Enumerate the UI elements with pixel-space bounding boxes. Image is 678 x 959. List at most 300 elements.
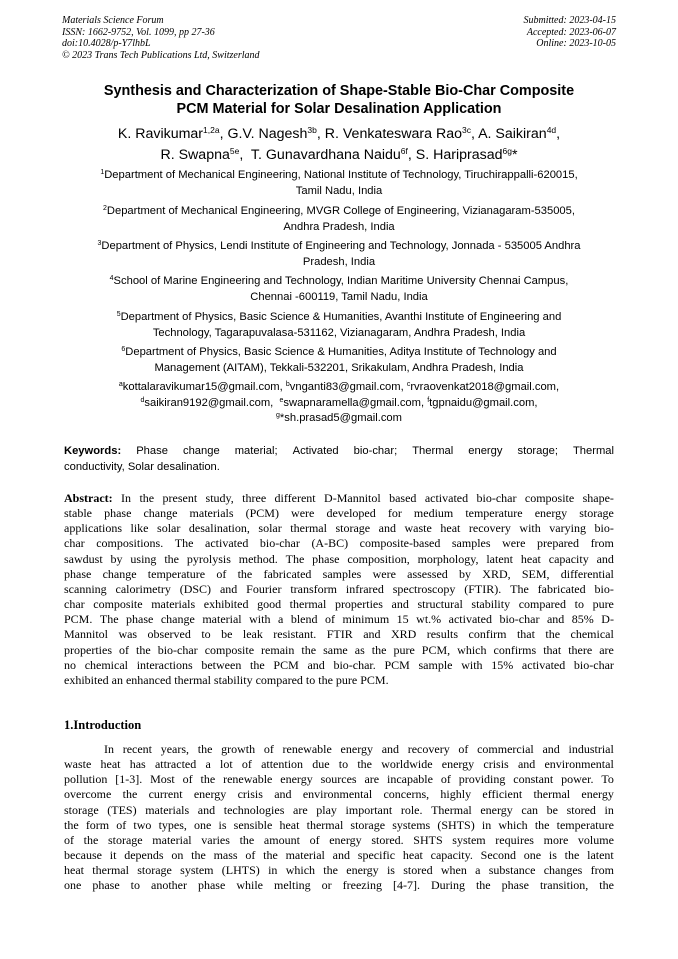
word: of [64, 832, 74, 847]
word: of [241, 757, 252, 772]
word: properties [334, 597, 383, 612]
word: system [180, 863, 214, 878]
word: composite-based [359, 536, 441, 551]
word: environmental [544, 757, 614, 772]
author-sep: , [556, 126, 561, 142]
word: interactions [136, 657, 193, 672]
author-name: G.V. Nagesh [227, 126, 308, 142]
word: efficient [482, 787, 523, 802]
word: the [237, 566, 253, 581]
affiliation-line: Department of Physics, Basic Science & Humanities, Aditya Institute of Technology and [125, 346, 557, 358]
word: there [568, 642, 593, 657]
word: results [426, 627, 459, 642]
word: phase [92, 878, 120, 893]
email-link[interactable]: swapnaramella@gmail.com [283, 396, 421, 409]
abstract-line [64, 536, 614, 551]
email-sup: d [140, 396, 145, 404]
word: the [599, 878, 614, 893]
email-sup: e [279, 396, 284, 404]
word: leak [242, 627, 263, 642]
affiliation-line: Department of Physics, Basic Science & Humanities, Avanthi Institute of Engineering and [120, 311, 562, 323]
word: to [574, 597, 584, 612]
word: one [64, 878, 82, 893]
abstract-line [64, 506, 614, 521]
word: (A-BC) [311, 536, 349, 551]
word: of [182, 772, 193, 787]
email-link[interactable]: rvraovenkat2018@gmail.com [410, 381, 557, 393]
affiliation-line: Management (AITAM), Tekkali-532201, Srikakulam, Andhra Pradesh, India [154, 361, 524, 374]
word: samples [451, 536, 491, 551]
affiliation-line: Chennai -600119, Tamil Nadu, India [250, 290, 428, 303]
word: between [201, 657, 242, 672]
word: when [440, 863, 467, 878]
email-link[interactable]: *sh.prasad5@gmail.com [279, 412, 402, 424]
word: Fourier [246, 581, 282, 596]
intro-line [64, 803, 614, 818]
word: more [543, 832, 569, 847]
word: pure [592, 597, 614, 612]
word: composite [524, 491, 575, 505]
word: energy [280, 772, 313, 787]
author-sup: 1,2a [203, 125, 220, 135]
word: and [381, 742, 400, 756]
word: of [116, 817, 127, 832]
word: be [546, 802, 558, 817]
keyword-word: Thermal [572, 445, 614, 457]
word: can [521, 802, 539, 817]
word: the [122, 787, 138, 802]
intro-line [64, 818, 614, 833]
word: 85% [571, 612, 594, 627]
email-sup: b [285, 381, 290, 388]
abstract-line [64, 567, 614, 582]
paper-title [40, 82, 638, 118]
word: storage [137, 863, 172, 878]
journal-doi[interactable]: doi:10.4028/p-Y7lhbL [62, 38, 151, 49]
word: specific [357, 848, 396, 863]
word: The [285, 551, 305, 566]
affiliation-line: Andhra Pradesh, India [283, 220, 395, 233]
word: power. [561, 772, 594, 787]
word: SHTS [413, 832, 443, 847]
intro-line [64, 848, 614, 863]
intro-line [64, 863, 614, 878]
word: energy [480, 802, 513, 817]
word: pure [393, 642, 415, 657]
word: two [133, 817, 152, 832]
word: medium [413, 506, 454, 521]
word: The [510, 581, 529, 596]
word: properties [64, 642, 112, 657]
section-heading-introduction: 1.Introduction [64, 718, 142, 732]
word: is [548, 848, 557, 863]
word: recovery [407, 742, 450, 756]
word: storage [64, 802, 99, 817]
word: by [459, 566, 472, 581]
word: material [285, 848, 325, 863]
word: scanning [64, 581, 107, 596]
word: in [268, 863, 278, 878]
word: shape- [582, 491, 614, 505]
word: pyrolysis [186, 551, 231, 566]
word: requires [495, 832, 534, 847]
word: sources [320, 772, 357, 787]
word: lot [219, 757, 233, 772]
abstract-line [64, 627, 614, 642]
word: bio- [594, 581, 614, 596]
word: renewable [223, 772, 273, 787]
word: Thermal [431, 802, 472, 817]
word: on [171, 848, 184, 863]
word: the [250, 657, 265, 672]
word: calorimetry [115, 581, 171, 596]
word: in [481, 817, 492, 832]
affiliation-line: Department of Mechanical Engineering, MVGR College of Engineering, Vizianagaram-535005, [106, 205, 575, 217]
word: the [564, 848, 580, 863]
word: energy [329, 832, 362, 847]
word: the [136, 642, 151, 657]
word: phase [501, 878, 529, 893]
email-link[interactable]: kottalaravikumar15@gmail.com [122, 381, 280, 393]
word: material [152, 832, 192, 847]
word: phase [104, 506, 132, 521]
online-date: Online: 2023-10-05 [536, 38, 616, 49]
accepted-date: Accepted: 2023-06-07 [526, 26, 616, 38]
word: to [338, 757, 349, 772]
email-link[interactable]: tgpnaidu@gmail.com [429, 396, 535, 409]
word: latent [587, 848, 614, 863]
affiliation-2 [40, 204, 638, 235]
word: the [534, 817, 550, 832]
word: stability [471, 597, 511, 612]
word: three [242, 491, 267, 505]
word: (FTIR). [464, 581, 502, 596]
word: solar [157, 521, 181, 536]
author-sup: 5e [229, 146, 240, 156]
abstract-line: exhibited an enhanced thermal stability compared to the pure PCM. [64, 672, 389, 687]
word: highly [440, 787, 472, 802]
word: the [64, 817, 79, 832]
word: char [64, 597, 85, 612]
affiliation-line: Technology, Tagarapuvalasa-531162, Vizianagaram, Andhra Pradesh, India [152, 326, 526, 339]
email-sup: g [276, 412, 280, 419]
word: constant [513, 772, 554, 787]
word: blend [290, 612, 318, 627]
word: morphology, [417, 551, 479, 566]
word: types, [158, 817, 187, 832]
word: confirms [493, 642, 537, 657]
word: bio-char. [333, 657, 376, 672]
word: change [143, 506, 178, 521]
author-name: A. Saikiran [478, 126, 547, 142]
word: transform [290, 581, 337, 596]
word: SEM, [521, 566, 550, 581]
word: systems [392, 817, 431, 832]
word: D- [601, 612, 614, 627]
email-list: $^a$kottalaravikumar15@gmail.com, $^b$vnganti83@gmail.com, $^c$rvraovenkat2018@gmail.com, $^d$saikiran9192@gmail.com, $^e$swapnaramella@gmail.com, $^f$tgpnaidu@gmail.com, $^g$*sh.prasad5@gmail.com [118, 381, 560, 424]
word: it [109, 848, 117, 863]
word: in [604, 802, 614, 817]
word: are [599, 642, 614, 657]
keywords-line-1 [64, 444, 614, 460]
word: growth [221, 742, 256, 756]
abstract-line [64, 521, 614, 536]
word: bio-char [476, 491, 517, 505]
word: composite [93, 597, 143, 612]
abstract-section [64, 491, 614, 688]
email-sup: f [427, 396, 430, 404]
word: current [148, 787, 183, 802]
word: form [85, 817, 110, 832]
word: varies [201, 832, 230, 847]
word: were [291, 506, 315, 521]
affiliation-line: Department of Mechanical Engineering, National Institute of Technology, Tiruchirappalli-620015, [104, 169, 578, 181]
word: attention [261, 757, 304, 772]
word: heat [402, 848, 423, 863]
word: energy [340, 742, 373, 756]
author-sup: 6f [400, 146, 408, 156]
word: of [245, 848, 256, 863]
word: heat [279, 817, 300, 832]
email-sup: a [118, 381, 123, 388]
word: and [378, 521, 396, 536]
word: role. [400, 802, 423, 817]
word: activated [205, 536, 249, 551]
word: from [590, 863, 614, 878]
word: the [197, 742, 213, 756]
affiliation-6 [40, 345, 638, 376]
word: material [202, 612, 242, 627]
word: resistant. [273, 627, 317, 642]
journal-copyright: © 2023 Trans Tech Publications Ltd, Switzerland [62, 49, 260, 61]
word: composition, [347, 551, 410, 566]
author-list [30, 124, 648, 166]
word: concerns, [383, 787, 430, 802]
word: applications [64, 521, 122, 536]
author-line-2 [30, 145, 648, 166]
word: the [83, 832, 99, 847]
word: has [129, 757, 146, 772]
word: heat [440, 521, 461, 536]
word: (SHTS) [437, 817, 475, 832]
word: of [309, 832, 320, 847]
word: that [516, 627, 535, 642]
word: worldwide [381, 757, 433, 772]
author-sep: , [219, 126, 228, 142]
word: the [239, 832, 255, 847]
word: which [285, 863, 316, 878]
keyword-word: Phase [136, 445, 168, 457]
word: sensible [233, 817, 273, 832]
word: system [452, 832, 486, 847]
submitted-date: Submitted: 2023-04-15 [523, 15, 616, 26]
word: capacity. [430, 848, 473, 863]
word: In [104, 742, 114, 756]
email-link[interactable]: vnganti83@gmail.com [289, 381, 401, 393]
keyword-word: change [182, 445, 220, 457]
word: commercial [477, 742, 534, 756]
word: method. [238, 551, 278, 566]
word: substance [488, 863, 536, 878]
abstract-line [64, 658, 614, 673]
word: PCM [384, 657, 410, 672]
word: observed [147, 627, 191, 642]
word: by [110, 551, 123, 566]
word: crisis [483, 757, 509, 772]
intro-line [64, 787, 614, 802]
word: (TES) [107, 802, 137, 817]
word: 15 [396, 612, 409, 627]
word: the [357, 757, 373, 772]
word: recovery [468, 521, 511, 536]
word: activated [424, 491, 469, 505]
abstract-line [64, 597, 614, 612]
word: freezing [342, 878, 382, 893]
word: and [219, 581, 238, 596]
word: are [364, 772, 380, 787]
word: and [546, 612, 565, 627]
word: prepared [537, 536, 579, 551]
word: one [194, 817, 212, 832]
word: no [64, 657, 76, 672]
word: is [386, 863, 395, 878]
intro-line [64, 833, 614, 848]
word: PCM, [421, 642, 451, 657]
word: of [324, 612, 335, 627]
author-sep: , [316, 126, 325, 142]
word: the [323, 863, 338, 878]
word: like [130, 521, 149, 536]
word: the [301, 642, 317, 657]
word: transition, [539, 878, 589, 893]
keyword-word: Activated [292, 445, 339, 457]
word: [4-7]. [392, 878, 420, 893]
word: were [372, 566, 396, 581]
author-sup: 3c [461, 125, 471, 135]
word: that [543, 642, 562, 657]
word: and [517, 757, 536, 772]
word: XRD [390, 627, 417, 642]
word: remain [261, 642, 295, 657]
word: the [200, 772, 216, 787]
word: energy [441, 757, 475, 772]
word: differential [560, 566, 614, 581]
word: varying [549, 521, 586, 536]
word: temperature [465, 506, 523, 521]
affiliation-sup: 5 [116, 311, 121, 318]
intro-line [64, 742, 614, 757]
word: confirm [468, 627, 507, 642]
word: desalination, [188, 521, 250, 536]
word: latent [486, 551, 513, 566]
title-line-2: PCM Material for Solar Desalination Application [176, 101, 502, 117]
word: bio- [594, 521, 614, 536]
word: of [216, 566, 227, 581]
author-name: S. Hariprasad [415, 147, 503, 163]
keywords-line-2: conductivity, Solar desalination. [64, 460, 220, 473]
word: of [263, 742, 274, 756]
word: study, [205, 491, 234, 505]
affiliation-sup: 2 [103, 205, 107, 212]
keyword-word: material; [234, 445, 278, 457]
word: the [371, 642, 387, 657]
affiliation-line: Tamil Nadu, India [295, 184, 383, 197]
author-sup: 4d [546, 125, 557, 135]
word: mass [213, 848, 238, 863]
word: phase [126, 612, 154, 627]
word: using [130, 551, 157, 566]
journal-issn: ISSN: 1662-9752, Vol. 1099, pp 27-36 [62, 26, 215, 38]
word: changes [543, 863, 583, 878]
word: 15% [491, 657, 514, 672]
word: PCM [273, 657, 299, 672]
keywords-section [64, 444, 614, 476]
word: with [249, 612, 271, 627]
word: as [354, 642, 365, 657]
keyword-word: storage; [517, 445, 558, 457]
word: phase [312, 551, 340, 566]
affiliation-sup: 6 [121, 346, 126, 353]
word: amount [263, 832, 300, 847]
word: materials [189, 506, 234, 521]
affiliation-4 [40, 274, 638, 305]
author-sup: 6g [502, 146, 512, 156]
word: depends [124, 848, 164, 863]
word: which [457, 642, 487, 657]
word: another [151, 878, 187, 893]
abstract-label: Abstract: [64, 491, 113, 505]
word: the [475, 878, 491, 893]
affiliation-sup: 3 [97, 240, 102, 247]
word: developed [326, 506, 376, 521]
word: the [263, 848, 278, 863]
word: [1-3]. [115, 772, 143, 787]
word: change [160, 612, 195, 627]
abstract-line [64, 643, 614, 658]
affiliation-5 [40, 310, 638, 341]
word: the [139, 491, 155, 505]
abstract-line [64, 552, 614, 567]
word: The [99, 612, 119, 627]
word: a [277, 612, 284, 627]
word: temperature [556, 817, 614, 832]
word: solar [258, 521, 282, 536]
word: because [64, 848, 102, 863]
author-name: R. Venkateswara Rao [324, 126, 462, 142]
word: stored [566, 802, 596, 817]
word: activated [521, 657, 566, 672]
word: renewable [282, 742, 332, 756]
author-name: R. Swapna [160, 147, 230, 163]
word: D-Mannitol [324, 491, 381, 505]
intro-line [64, 772, 614, 787]
word: and [332, 848, 350, 863]
word: bio-char [259, 536, 300, 551]
affiliation-line: Department of Physics, Lendi Institute of Engineering and Technology, Jonnada - 535005 Andhra [101, 240, 581, 252]
intro-line [64, 757, 614, 772]
word: melting [273, 878, 311, 893]
affiliation-3 [40, 239, 638, 270]
affiliation-line: School of Marine Engineering and Technology, Indian Maritime University Chennai Campus, [113, 275, 569, 287]
keyword-word: bio-char; [353, 445, 398, 457]
author-sep: , [239, 147, 251, 163]
word: samples [322, 566, 362, 581]
email-link[interactable]: saikiran9192@gmail.com [144, 396, 271, 409]
word: of [440, 772, 451, 787]
word: energy [581, 787, 614, 802]
author-name: T. Gunavardhana Naidu [250, 147, 401, 163]
word: from [590, 536, 614, 551]
